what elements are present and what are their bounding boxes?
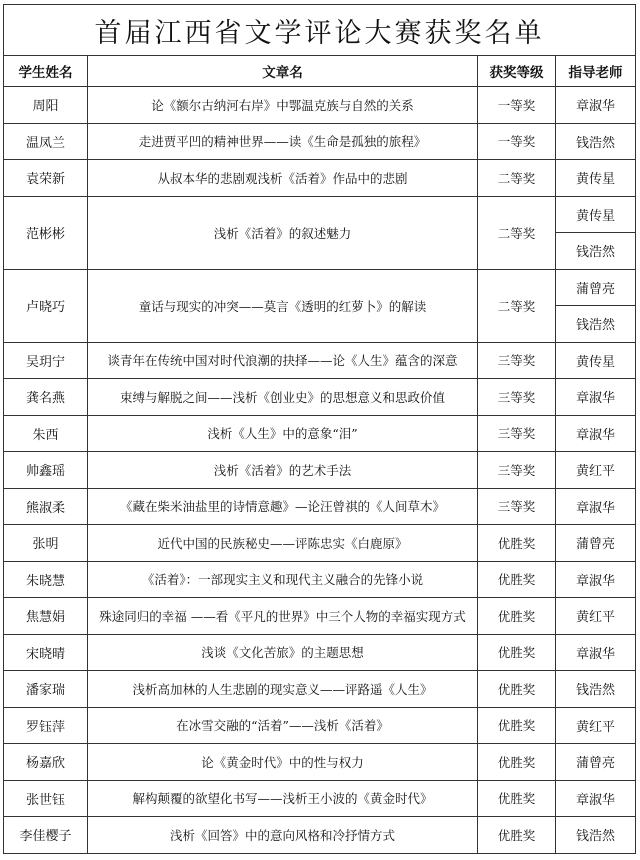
award-level: 三等奖	[478, 452, 556, 489]
student-name: 焦慧娟	[4, 598, 88, 635]
teacher-name: 蒲曾亮	[556, 269, 636, 306]
article-title: 浅析《活着》的艺术手法	[88, 452, 478, 489]
award-level: 优胜奖	[478, 707, 556, 744]
table-row	[4, 379, 636, 416]
article-title: 浅析《活着》的叙述魅力	[88, 196, 478, 269]
award-level: 三等奖	[478, 488, 556, 525]
table-row	[4, 452, 636, 489]
award-level: 优胜奖	[478, 671, 556, 708]
teacher-name: 章淑华	[556, 780, 636, 817]
teacher-name: 黄红平	[556, 598, 636, 635]
award-level: 优胜奖	[478, 634, 556, 671]
table-row	[4, 744, 636, 781]
award-level: 二等奖	[478, 160, 556, 197]
teacher-name: 钱浩然	[556, 306, 636, 343]
award-level: 三等奖	[478, 342, 556, 379]
table-row	[4, 123, 636, 160]
teacher-name: 章淑华	[556, 87, 636, 124]
article-title: 浅析《回答》中的意向风格和冷抒情方式	[88, 817, 478, 854]
header-article: 文章名	[88, 56, 478, 87]
award-level: 二等奖	[478, 269, 556, 342]
teacher-name: 黄传星	[556, 160, 636, 197]
article-title: 走进贾平凹的精神世界——读《生命是孤独的旅程》	[88, 123, 478, 160]
teacher-name: 黄红平	[556, 452, 636, 489]
table-row	[4, 598, 636, 635]
teacher-name: 钱浩然	[556, 671, 636, 708]
teacher-name: 章淑华	[556, 379, 636, 416]
teacher-name: 黄红平	[556, 707, 636, 744]
header-teacher: 指导老师	[556, 56, 636, 87]
table-row	[4, 415, 636, 452]
table-row	[4, 634, 636, 671]
student-name: 范彬彬	[4, 196, 88, 269]
student-name: 罗钰萍	[4, 707, 88, 744]
table-row	[4, 525, 636, 562]
teacher-name: 黄传星	[556, 196, 636, 233]
student-name: 周阳	[4, 87, 88, 124]
teacher-name: 蒲曾亮	[556, 744, 636, 781]
student-name: 卢晓巧	[4, 269, 88, 342]
award-level: 三等奖	[478, 379, 556, 416]
header-row	[4, 56, 636, 87]
teacher-name: 章淑华	[556, 415, 636, 452]
table-row	[4, 817, 636, 854]
award-level: 优胜奖	[478, 780, 556, 817]
award-level: 优胜奖	[478, 525, 556, 562]
document-title: 首届江西省文学评论大赛获奖名单	[4, 5, 636, 56]
teacher-name: 章淑华	[556, 561, 636, 598]
student-name: 朱西	[4, 415, 88, 452]
article-title: 论《额尔古纳河右岸》中鄂温克族与自然的关系	[88, 87, 478, 124]
article-title: 殊途同归的幸福 ——看《平凡的世界》中三个人物的幸福实现方式	[88, 598, 478, 635]
article-title: 浅析《人生》中的意象“泪”	[88, 415, 478, 452]
article-title: 近代中国的民族秘史——评陈忠实《白鹿原》	[88, 525, 478, 562]
article-title: 童话与现实的冲突——莫言《透明的红萝卜》的解读	[88, 269, 478, 342]
student-name: 张世钰	[4, 780, 88, 817]
article-title: 从叔本华的悲剧观浅析《活着》作品中的悲剧	[88, 160, 478, 197]
article-title: 谈青年在传统中国对时代浪潮的抉择——论《人生》蕴含的深意	[88, 342, 478, 379]
article-title: 束缚与解脱之间——浅析《创业史》的思想意义和思政价值	[88, 379, 478, 416]
award-level: 优胜奖	[478, 744, 556, 781]
header-student: 学生姓名	[4, 56, 88, 87]
table-row	[4, 780, 636, 817]
student-name: 熊淑柔	[4, 488, 88, 525]
student-name: 张明	[4, 525, 88, 562]
header-award: 获奖等级	[478, 56, 556, 87]
award-level: 二等奖	[478, 196, 556, 269]
student-name: 朱晓慧	[4, 561, 88, 598]
student-name: 吴玥宁	[4, 342, 88, 379]
article-title: 《藏在柴米油盐里的诗情意趣》—论汪曾祺的《人间草木》	[88, 488, 478, 525]
teacher-name: 钱浩然	[556, 233, 636, 270]
teacher-name: 章淑华	[556, 634, 636, 671]
table-row	[4, 196, 636, 233]
teacher-name: 章淑华	[556, 488, 636, 525]
article-title: 浅析高加林的人生悲剧的现实意义——评路遥《人生》	[88, 671, 478, 708]
table-row	[4, 707, 636, 744]
table-row	[4, 561, 636, 598]
article-title: 论《黄金时代》中的性与权力	[88, 744, 478, 781]
teacher-name: 蒲曾亮	[556, 525, 636, 562]
article-title: 《活着》：一部现实主义和现代主义融合的先锋小说	[88, 561, 478, 598]
table-row	[4, 160, 636, 197]
article-title: 浅谈《文化苦旅》的主题思想	[88, 634, 478, 671]
student-name: 杨嘉欣	[4, 744, 88, 781]
table-row	[4, 671, 636, 708]
award-level: 优胜奖	[478, 598, 556, 635]
table-row	[4, 87, 636, 124]
award-level: 一等奖	[478, 123, 556, 160]
award-level: 一等奖	[478, 87, 556, 124]
student-name: 温凤兰	[4, 123, 88, 160]
award-table	[3, 4, 636, 854]
award-level: 优胜奖	[478, 561, 556, 598]
student-name: 潘家瑞	[4, 671, 88, 708]
student-name: 帅鑫瑶	[4, 452, 88, 489]
article-title: 解构颠覆的欲望化书写——浅析王小波的《黄金时代》	[88, 780, 478, 817]
table-row	[4, 269, 636, 306]
student-name: 龚名燕	[4, 379, 88, 416]
award-level: 优胜奖	[478, 817, 556, 854]
student-name: 宋晓晴	[4, 634, 88, 671]
article-title: 在冰雪交融的“活着”——浅析《活着》	[88, 707, 478, 744]
teacher-name: 钱浩然	[556, 123, 636, 160]
student-name: 李佳樱子	[4, 817, 88, 854]
teacher-name: 黄传星	[556, 342, 636, 379]
table-body	[4, 87, 636, 854]
student-name: 袁荣新	[4, 160, 88, 197]
award-level: 三等奖	[478, 415, 556, 452]
table-row	[4, 488, 636, 525]
table-row	[4, 342, 636, 379]
teacher-name: 钱浩然	[556, 817, 636, 854]
